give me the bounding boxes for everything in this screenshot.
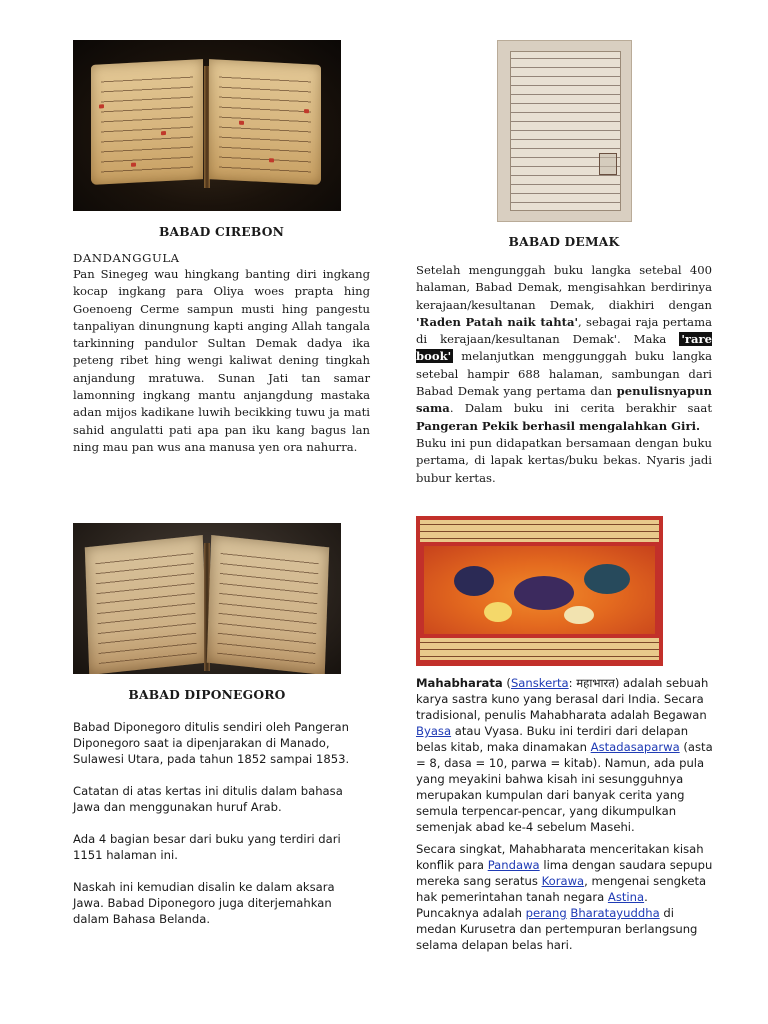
diponegoro-paragraph-4: Naskah ini kemudian disalin ke dalam aksara Jawa. Babad Diponegoro juga diterjemahkan dalam Bahasa Belanda. bbox=[73, 880, 335, 926]
painting-script-band-top bbox=[420, 520, 659, 542]
babad-demak-title: BABAD DEMAK bbox=[508, 234, 620, 249]
bharatayuddha-link[interactable]: Bharatayuddha bbox=[570, 906, 660, 920]
diponegoro-paragraph-2: Catatan di atas kertas ini ditulis dalam bahasa Jawa dan menggunakan huruf Arab. bbox=[73, 784, 343, 814]
rare-book-badge: 'rare book' bbox=[416, 332, 712, 364]
manuscript-left-page bbox=[85, 535, 207, 674]
mahabharata-paragraph-1: Mahabharata (Sanskerta: महाभारत) adalah sebuah karya sastra kuno yang berasal dari India. Secara tradisional, penulis Mahabharata adalah Begawan Byasa atau Vyasa. Buku ini terdiri dari delapan belas kitab, maka dinamakan Astadasaparwa (asta = 8, dasa = 10, parwa = kitab). Namun, ada pula yang meyakini bahwa kisah ini sesungguhnya merupakan kumpulan dari banyak cerita yang semula terpencar-pencar, yang dikumpulkan semenjak abad ke-4 sebelum Masehi. bbox=[416, 676, 713, 834]
manuscript-right-page bbox=[207, 535, 329, 674]
babad-demak-paragraph-2: Buku ini pun didapatkan bersamaan dengan buku pertama, di lapak kertas/buku bekas. Nyaris jadi bubur kertas. bbox=[416, 435, 712, 485]
manuscript-page bbox=[510, 51, 621, 211]
sanskerta-link[interactable]: Sanskerta bbox=[510, 676, 569, 690]
manuscript-stamp bbox=[599, 153, 617, 175]
pangeran-pekik-emphasis: Pangeran Pekik berhasil mengalahkan Giri. bbox=[416, 418, 701, 433]
raden-patah-emphasis: 'Raden Patah naik tahta' bbox=[416, 314, 579, 329]
manuscript-left-page bbox=[91, 59, 203, 185]
mahabharata-painting bbox=[416, 516, 663, 666]
babad-cirebon-text: Pan Sinegeg wau hingkang banting diri ingkang kocap ingkang para Oliya woes prapta hing Goenoeng Cerme sampun musti hing pangestu tanpaliyan dinungnung kapti anging Allah tangala tarkinning pandulor Sultan Demak dadya ika peteng ribet hing wengi kaliwat dening tingkah anjandung mratuwa. Sunan Jati tan samar lamonning ingkang mantu anjangdung mastaka adan mijos kadikane luwih becikking tuwu ja mati sahid angulatti pati apa pan iku kang bagus lan ning mau pan wus ana manusa yen ora nahurra. bbox=[73, 267, 370, 454]
astina-link[interactable]: Astina bbox=[607, 890, 645, 904]
penulis-emphasis: penulisnyapun sama bbox=[416, 384, 712, 416]
diponegoro-paragraph-3: Ada 4 bagian besar dari buku yang terdiri dari 1151 halaman ini. bbox=[73, 832, 341, 862]
babad-diponegoro-title: BABAD DIPONEGORO bbox=[128, 687, 286, 702]
byasa-link[interactable]: Byasa bbox=[416, 724, 452, 738]
diponegoro-paragraph-1: Babad Diponegoro ditulis sendiri oleh Pangeran Diponegoro saat ia dipenjarakan di Manado, Sulawesi Utara, pada tahun 1852 sampai 1853. bbox=[73, 720, 350, 766]
babad-cirebon-title: BABAD CIREBON bbox=[158, 224, 285, 239]
babad-demak-paragraph: Setelah mengunggah buku langka setebal 400 halaman, Babad Demak, mengisahkan berdirinya kerajaan/kesultanan Demak, diakhiri dengan 'Raden Patah naik tahta', sebagai raja pertama di kerajaan/kesultanan Demak'. Maka 'rare book' melanjutkan menggunggah buku langka setebal hampir 688 halaman, sambungan dari Babad Demak yang pertama dan penulisnyapun sama. Dalam buku ini cerita berakhir saat Pangeran Pekik berhasil mengalahkan Giri. bbox=[416, 263, 712, 433]
mahabharata-title: Mahabharata bbox=[416, 676, 503, 690]
pandawa-link[interactable]: Pandawa bbox=[487, 858, 540, 872]
perang-link[interactable]: perang bbox=[525, 906, 567, 920]
mahabharata-paragraph-2: Secara singkat, Mahabharata menceritakan kisah konflik para Pandawa lima dengan saudara sepupu mereka sang seratus Korawa, mengenai sengketa hak pemerintahan tanah negara Astina. Puncaknya adalah perang Bharatayuddha di medan Kurusetra dan pertempuran berlangsung selama delapan belas hari. bbox=[416, 842, 713, 952]
babad-demak-photo bbox=[497, 40, 632, 222]
babad-cirebon-subtitle: DANDANGGULA bbox=[73, 251, 180, 265]
astadasaparwa-link[interactable]: Astadasaparwa bbox=[590, 740, 680, 754]
manuscript-right-page bbox=[209, 59, 321, 185]
painting-script-band-bottom bbox=[420, 638, 659, 660]
korawa-link[interactable]: Korawa bbox=[541, 874, 585, 888]
babad-diponegoro-photo bbox=[73, 523, 341, 674]
babad-cirebon-photo bbox=[73, 40, 341, 211]
battle-scene bbox=[424, 546, 655, 634]
